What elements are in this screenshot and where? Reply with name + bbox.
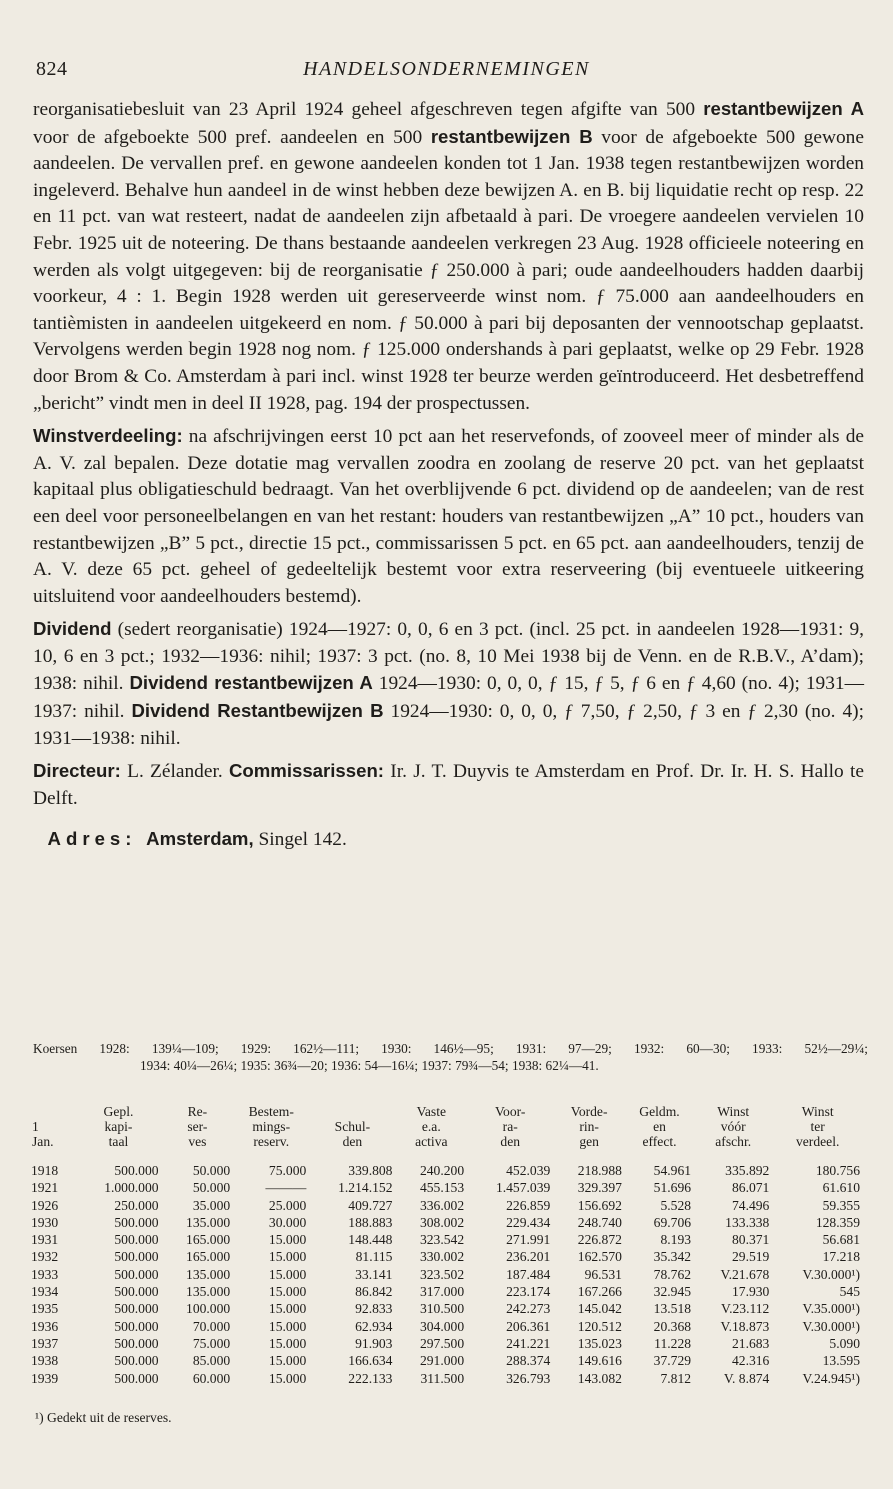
- column-header-line: Bestem-: [248, 1104, 294, 1119]
- table-cell: 69.706: [653, 1214, 692, 1230]
- paragraph-adres: Adres: Amsterdam, Singel 142.: [47, 828, 347, 851]
- year-cell: 1935: [31, 1301, 59, 1317]
- paragraph-winstverdeeling: Winstverdeeling: na afschrijvingen eerst 10 pct aan het reservefonds, of zooveel meer of minder als de A. V. zal bepalen. Deze dotatie mag vervallen zoodra en zoolang de reserve 20 pct. van het geplaatst kapitaal plus obligatieschuld bedraagt. Van het overblijvende 6 pct. dividend op de aandeelen; van de rest een deel voor personeelbelangen en van het restant: houders van restantbewijzen „A” 10 pct., houders van restantbewijzen „B” 5 pct., directie 15 pct., commissarissen 5 pct. en 65 pct. aan aandeelhouders, tenzij de A. V. deze 65 pct. geheel of gedeeltelijk bestemt voor extra reserveering (bij eventueele uitkeering uitsluitend voor aandeelhouders bestemd).: [33, 425, 864, 607]
- table-cell: 133.338: [725, 1214, 770, 1230]
- table-row: [28, 1231, 863, 1248]
- table-cell: 74.496: [731, 1197, 770, 1213]
- running-header: [36, 58, 857, 88]
- column-header: [694, 1104, 772, 1154]
- table-cell: 13.518: [653, 1301, 692, 1317]
- table-cell: 317.000: [419, 1284, 465, 1300]
- column-header: [553, 1104, 625, 1154]
- table-cell: 15.000: [268, 1266, 307, 1282]
- column-header: [625, 1104, 694, 1154]
- year-cell: 1931: [31, 1232, 59, 1248]
- table-cell: 15.000: [268, 1370, 307, 1386]
- column-header-line: kapi-: [104, 1119, 133, 1134]
- table-cell: 291.000: [419, 1353, 465, 1369]
- column-header-line: Voor-: [494, 1104, 526, 1119]
- table-cell: V.30.000¹): [802, 1266, 860, 1282]
- table-cell: 218.988: [577, 1163, 622, 1178]
- table-cell: 156.692: [577, 1197, 622, 1213]
- table-cell: 80.371: [731, 1232, 770, 1248]
- table-cell: 20.368: [653, 1318, 692, 1334]
- table-header-row: [28, 1104, 863, 1154]
- table-cell: 15.000: [268, 1318, 307, 1334]
- column-header: [75, 1104, 161, 1154]
- table-cell: 180.756: [815, 1163, 860, 1178]
- table-cell: 323.542: [419, 1232, 465, 1248]
- table-cell: 149.616: [577, 1353, 622, 1369]
- table-cell: 11.228: [654, 1335, 692, 1351]
- table-cell: 50.000: [192, 1163, 231, 1178]
- table-cell: 91.903: [355, 1335, 393, 1351]
- year-cell: 1921: [31, 1180, 59, 1196]
- column-header-line: Vorde-: [570, 1104, 608, 1119]
- table-cell: 13.595: [822, 1353, 860, 1369]
- paragraph-directie: Directeur: L. Zélander. Commissarissen: Ir. J. T. Duyvis te Amsterdam en Prof. Dr. Ir. H. S. Hallo te Delft.: [33, 760, 864, 809]
- table-cell: 75.000: [192, 1335, 231, 1351]
- table-cell: 165.000: [186, 1249, 231, 1265]
- table-cell: 326.793: [506, 1370, 551, 1386]
- table-cell: 56.681: [822, 1232, 860, 1248]
- table-cell: 15.000: [268, 1249, 307, 1265]
- table-cell: 15.000: [268, 1335, 307, 1351]
- table-cell: 1.214.152: [338, 1180, 393, 1196]
- table-cell: 145.042: [577, 1301, 622, 1317]
- table-cell: V.30.000¹): [802, 1318, 860, 1334]
- table-row: [28, 1370, 863, 1387]
- table-cell: 329.397: [577, 1180, 622, 1196]
- table-cell: 35.000: [192, 1197, 231, 1213]
- table-cell: 226.859: [506, 1197, 551, 1213]
- table-cell: V.21.678: [720, 1266, 770, 1282]
- table-cell: V.23.112: [721, 1301, 770, 1317]
- table-cell: 323.502: [419, 1266, 465, 1282]
- year-cell: 1936: [31, 1318, 59, 1334]
- table-cell: 21.683: [731, 1335, 770, 1351]
- table-cell: 310.500: [419, 1301, 465, 1317]
- table-cell: 32.945: [653, 1284, 692, 1300]
- koersen-line-1: Koersen 1928: 139¼—109; 1929: 162½—111; 1930: 146½—95; 1931: 97—29; 1932: 60—30; 1933: 52½—29¼;: [33, 1041, 868, 1056]
- column-header-line: ves: [188, 1134, 207, 1149]
- table-cell: 500.000: [114, 1163, 159, 1178]
- table-cell: 297.500: [419, 1335, 465, 1351]
- adres-label: Adres:: [47, 828, 137, 850]
- table-cell: 1.000.000: [104, 1180, 159, 1196]
- table-cell: 248.740: [577, 1214, 622, 1230]
- table-row: [28, 1352, 863, 1369]
- table-cell: 1.457.039: [495, 1180, 551, 1196]
- table-row: [28, 1335, 863, 1352]
- table-cell: 148.448: [348, 1232, 393, 1248]
- column-header: [395, 1104, 467, 1154]
- koersen-line-2: 1934: 40¼—26¼; 1935: 36¾—20; 1936: 54—16¼; 1937: 79¾—54; 1938: 62¼—41.: [140, 1058, 599, 1073]
- column-header-line: en: [653, 1119, 666, 1134]
- table-cell: 5.090: [829, 1335, 860, 1351]
- column-header-line: gen: [579, 1134, 599, 1149]
- table-cell: V.35.000¹): [802, 1301, 860, 1317]
- table-cell: 271.991: [506, 1232, 551, 1248]
- table-cell: 120.512: [577, 1318, 622, 1334]
- running-title: HANDELSONDERNEMINGEN: [303, 58, 590, 80]
- table-row: [28, 1154, 863, 1179]
- table-cell: 229.434: [506, 1214, 551, 1230]
- column-header-line: e.a.: [421, 1119, 441, 1134]
- table-cell: 240.200: [419, 1163, 465, 1178]
- table-cell: 143.082: [577, 1370, 622, 1386]
- table-cell: 223.174: [506, 1284, 551, 1300]
- table-cell: 85.000: [192, 1353, 231, 1369]
- table-cell: 15.000: [268, 1353, 307, 1369]
- paragraph-reorganisatie: reorganisatiebesluit van 23 April 1924 geheel afgeschreven tegen afgifte van 500 restantbewijzen A voor de afgeboekte 500 pref. aandeelen en 500 restantbewijzen B voor de afgeboekte 500 gewone aandeelen. De vervallen pref. en gewone aandeelen konden tot 1 Jan. 1938 tegen restantbewijzen worden ingeleverd. Behalve hun aandeel in de winst hebben deze bewijzen A. en B. bij liquidatie recht op resp. 22 en 11 pct. van wat resteert, nadat de aandeelen zijn afbetaald à pari. De vroegere aandeelen vervielen 10 Febr. 1925 uit de noteering. De thans bestaande aandeelen verkregen 23 Aug. 1928 officieele noteering en werden als volgt uitgegeven: bij de reorganisatie ƒ 250.000 à pari; oude aandeelhouders hadden daarbij voorkeur, 4 : 1. Begin 1928 werden uit gereserveerde winst nom. ƒ 75.000 aan aandeelhouders en tantièmisten in aandeelen uitgekeerd en nom. ƒ 50.000 à pari bij deposanten der vennootschap geplaatst. Vervolgens werden begin 1928 nog nom. ƒ 125.000 ondershands à pari geplaatst, welke op 29 Febr. 1928 door Brom & Co. Amsterdam à pari incl. winst 1928 ter beurze werden geïntroduceerd. Het desbetreffend „bericht” vindt men in deel II 1928, pag. 194 der prospectussen.: [33, 98, 864, 414]
- table-cell: V. 8.874: [723, 1370, 770, 1386]
- column-header-line: Gepl.: [103, 1104, 134, 1119]
- table-cell: 545: [839, 1284, 860, 1300]
- table-cell: 78.762: [653, 1266, 692, 1282]
- column-header-line: taal: [108, 1134, 129, 1149]
- column-header-line: Winst: [717, 1104, 750, 1119]
- column-header-line: Re-: [187, 1104, 208, 1119]
- table-cell: 188.883: [348, 1214, 393, 1230]
- financial-table: [28, 1104, 863, 1387]
- table-cell: 7.812: [660, 1370, 692, 1386]
- table-cell: 500.000: [114, 1284, 159, 1300]
- table-cell: 86.071: [731, 1180, 770, 1196]
- column-header: [233, 1104, 309, 1154]
- column-header-line: verdeel.: [795, 1134, 840, 1149]
- table-cell: 242.273: [506, 1301, 551, 1317]
- table-cell: 166.634: [348, 1353, 393, 1369]
- table-cell: 236.201: [506, 1249, 551, 1265]
- table-cell: 25.000: [268, 1197, 307, 1213]
- page-number: 824: [36, 58, 68, 80]
- table-row: [28, 1179, 863, 1196]
- table-cell: ———: [265, 1180, 307, 1196]
- column-header-line: activa: [415, 1134, 448, 1149]
- table-cell: 35.342: [653, 1249, 692, 1265]
- table-cell: 500.000: [114, 1318, 159, 1334]
- table-cell: 165.000: [186, 1232, 231, 1248]
- column-header-line: reserv.: [253, 1134, 290, 1149]
- year-cell: 1932: [31, 1249, 59, 1265]
- table-cell: 135.000: [186, 1266, 231, 1282]
- table-cell: 500.000: [114, 1301, 159, 1317]
- table-cell: 51.696: [653, 1180, 692, 1196]
- year-cell: 1937: [31, 1335, 59, 1351]
- year-cell: 1930: [31, 1214, 59, 1230]
- column-header-line: Vaste: [416, 1104, 447, 1119]
- table-cell: 500.000: [114, 1266, 159, 1282]
- table-cell: 500.000: [114, 1232, 159, 1248]
- table-cell: 50.000: [192, 1180, 231, 1196]
- column-header-line: rin-: [579, 1119, 599, 1134]
- column-header: [28, 1104, 75, 1154]
- table-row: [28, 1214, 863, 1231]
- table-row: [28, 1197, 863, 1214]
- table-cell: 86.842: [355, 1284, 393, 1300]
- table-cell: 128.359: [815, 1214, 860, 1230]
- table-cell: 500.000: [114, 1214, 159, 1230]
- column-header-line: 1: [32, 1119, 39, 1134]
- column-header-line: Schul-: [334, 1119, 371, 1134]
- table-cell: 15.000: [268, 1301, 307, 1317]
- table-row: [28, 1318, 863, 1335]
- table-cell: V.18.873: [720, 1318, 770, 1334]
- column-header-line: afschr.: [715, 1134, 752, 1149]
- table-cell: 226.872: [577, 1232, 622, 1248]
- column-header: [467, 1104, 553, 1154]
- table-cell: 250.000: [114, 1197, 159, 1213]
- table-cell: 5.528: [660, 1197, 692, 1213]
- year-cell: 1939: [31, 1370, 59, 1386]
- column-header-line: mings-: [252, 1119, 291, 1134]
- table-cell: 100.000: [186, 1301, 231, 1317]
- column-header-line: vóór: [720, 1119, 746, 1134]
- table-cell: 335.892: [725, 1163, 770, 1178]
- table-row: [28, 1300, 863, 1317]
- table-body: [28, 1154, 863, 1387]
- column-header-line: ser-: [187, 1119, 208, 1134]
- table-cell: V.24.945¹): [802, 1370, 860, 1386]
- table-cell: 70.000: [192, 1318, 231, 1334]
- table-cell: 336.002: [419, 1197, 465, 1213]
- year-cell: 1934: [31, 1284, 59, 1300]
- table-cell: 135.000: [186, 1214, 231, 1230]
- year-cell: 1918: [31, 1163, 59, 1178]
- table-cell: 61.610: [822, 1180, 860, 1196]
- table-cell: 15.000: [268, 1232, 307, 1248]
- table-cell: 81.115: [355, 1249, 393, 1265]
- year-cell: 1926: [31, 1197, 59, 1213]
- table-cell: 33.141: [355, 1266, 393, 1282]
- table-cell: 500.000: [114, 1249, 159, 1265]
- table-cell: 500.000: [114, 1370, 159, 1386]
- column-header: [162, 1104, 234, 1154]
- table-cell: 455.153: [419, 1180, 465, 1196]
- column-header-line: den: [342, 1134, 363, 1149]
- column-header-line: ter: [810, 1119, 825, 1134]
- column-header-line: Winst: [801, 1104, 834, 1119]
- column-header: [772, 1104, 863, 1154]
- koersen-block: [33, 1040, 868, 1074]
- table-cell: 241.221: [506, 1335, 551, 1351]
- table-cell: 59.355: [822, 1197, 860, 1213]
- table-cell: 96.531: [584, 1266, 622, 1282]
- table-cell: 135.023: [577, 1335, 622, 1351]
- column-header: [309, 1104, 395, 1154]
- column-header-line: Jan.: [32, 1134, 54, 1149]
- footnote: ¹) Gedekt uit de reserves.: [35, 1410, 172, 1425]
- table-cell: 17.218: [822, 1249, 860, 1265]
- table-cell: 54.961: [653, 1163, 692, 1178]
- table-cell: 30.000: [268, 1214, 307, 1230]
- table-cell: 330.002: [419, 1249, 465, 1265]
- table-cell: 75.000: [268, 1163, 307, 1178]
- column-header-line: den: [500, 1134, 521, 1149]
- table-cell: 60.000: [192, 1370, 231, 1386]
- table-cell: 222.133: [348, 1370, 393, 1386]
- table-row: [28, 1248, 863, 1265]
- table-cell: 37.729: [653, 1353, 692, 1369]
- table-cell: 17.930: [731, 1284, 770, 1300]
- table-row: [28, 1266, 863, 1283]
- paragraph-dividend: Dividend (sedert reorganisatie) 1924—1927: 0, 0, 6 en 3 pct. (incl. 25 pct. in aandeelen 1928—1931: 9, 10, 6 en 3 pct.; 1932—1936: nihil; 1937: 3 pct. (no. 8, 10 Mei 1938 bij de Venn. en de R.B.V., A’dam); 1938: nihil. Dividend restantbewijzen A 1924—1930: 0, 0, 0, ƒ 15, ƒ 5, ƒ 6 en ƒ 4,60 (no. 4); 1931—1937: nihil. Dividend Restantbewijzen B 1924—1930: 0, 0, 0, ƒ 7,50, ƒ 2,50, ƒ 3 en ƒ 2,30 (no. 4); 1931—1938: nihil.: [33, 618, 865, 749]
- table-cell: 167.266: [577, 1284, 622, 1300]
- year-cell: 1938: [31, 1353, 59, 1369]
- year-cell: 1933: [31, 1266, 59, 1282]
- table-cell: 62.934: [355, 1318, 393, 1334]
- table-cell: 308.002: [419, 1214, 465, 1230]
- table-cell: 304.000: [419, 1318, 465, 1334]
- table-cell: 29.519: [731, 1249, 770, 1265]
- column-header-line: ra-: [502, 1119, 518, 1134]
- table-cell: 42.316: [731, 1353, 770, 1369]
- table-cell: 206.361: [506, 1318, 551, 1334]
- table-cell: 187.484: [506, 1266, 551, 1282]
- table-row: [28, 1283, 863, 1300]
- column-header-line: Geldm.: [639, 1104, 680, 1119]
- table-cell: 452.039: [506, 1163, 551, 1178]
- table-cell: 311.500: [420, 1370, 465, 1386]
- column-header-line: effect.: [642, 1134, 677, 1149]
- table-cell: 288.374: [506, 1353, 551, 1369]
- table-cell: 8.193: [660, 1232, 692, 1248]
- table-cell: 135.000: [186, 1284, 231, 1300]
- table-cell: 500.000: [114, 1335, 159, 1351]
- table-cell: 92.833: [355, 1301, 393, 1317]
- table-cell: 500.000: [114, 1353, 159, 1369]
- table-cell: 409.727: [348, 1197, 393, 1213]
- main-text: [33, 96, 864, 854]
- table-cell: 15.000: [268, 1284, 307, 1300]
- table-cell: 162.570: [577, 1249, 622, 1265]
- table-cell: 339.808: [348, 1163, 393, 1178]
